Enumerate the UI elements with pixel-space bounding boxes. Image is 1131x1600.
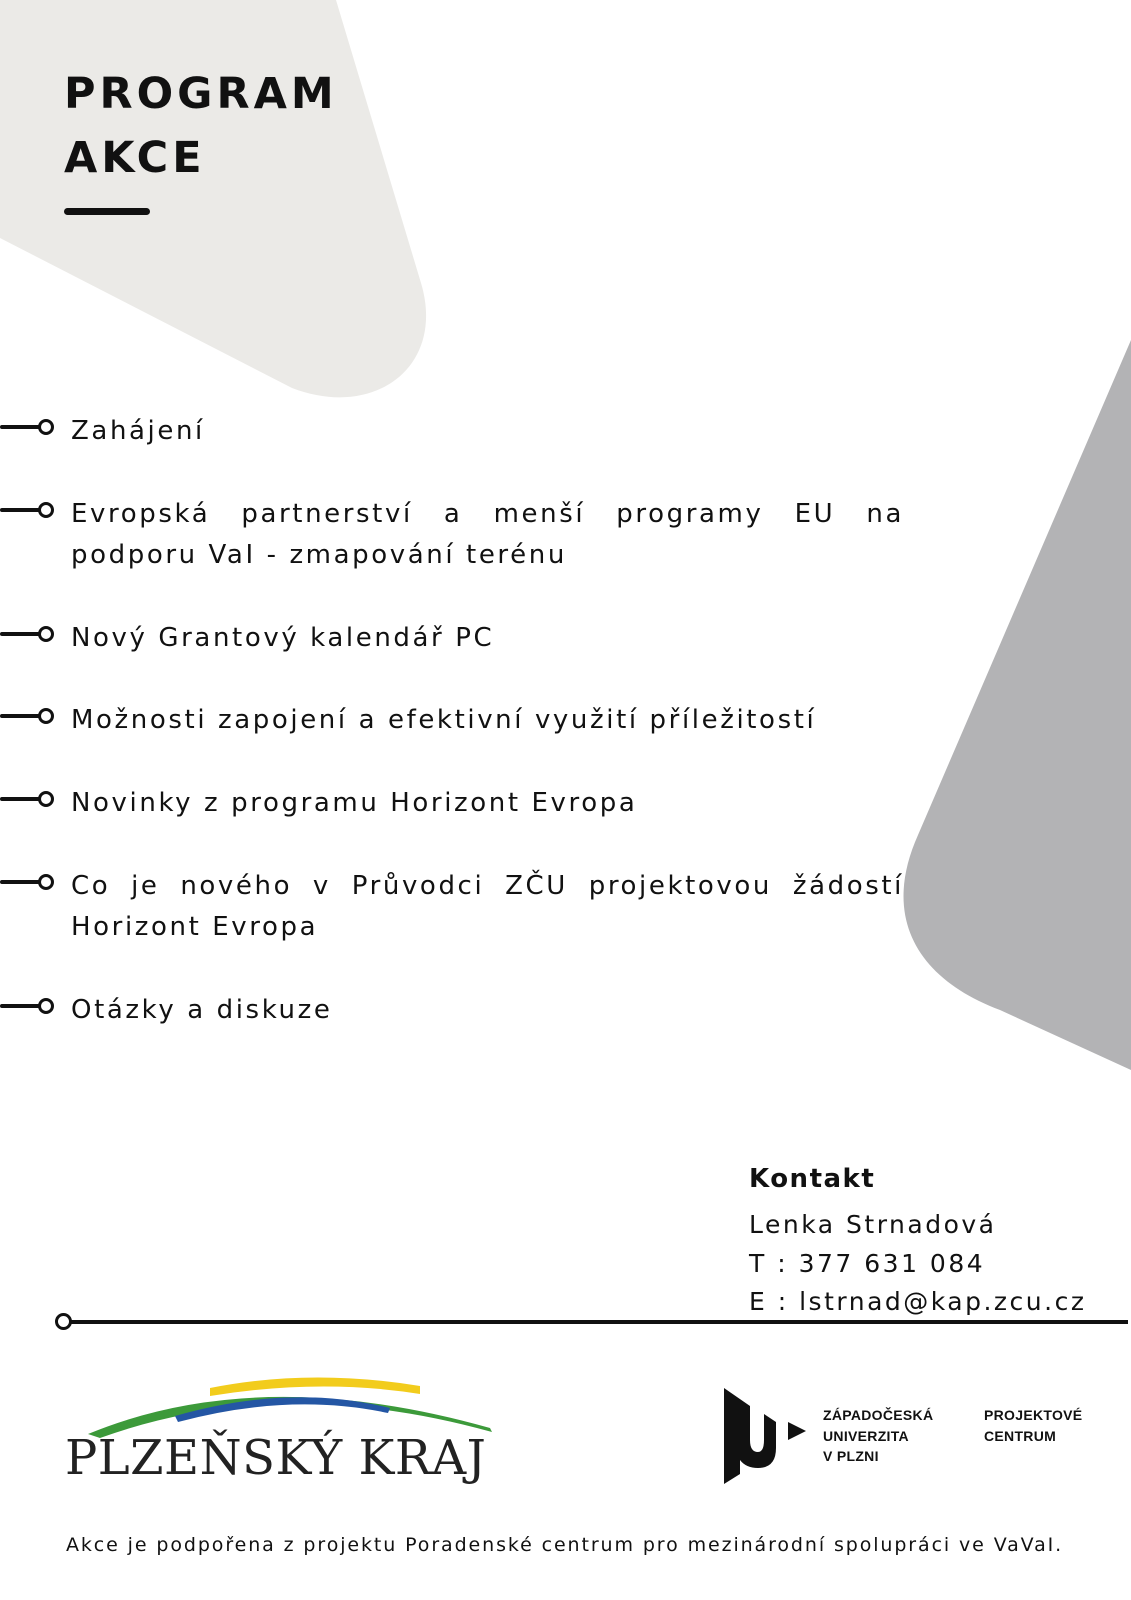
agenda-item-text: Nový Grantový kalendář PC bbox=[71, 623, 495, 653]
agenda-item-text: Zahájení bbox=[71, 416, 205, 446]
bullet-ring-icon bbox=[38, 708, 54, 724]
bullet-ring-icon bbox=[38, 502, 54, 518]
plzensky-kraj-logo-text: PLZEŇSKÝ KRAJ bbox=[65, 1430, 487, 1486]
title-line-1: PROGRAM bbox=[64, 69, 338, 119]
agenda-item-text: Evropská partnerství a menší programy EU na podporu VaI - zmapování terénu bbox=[71, 499, 904, 570]
light-background-shape bbox=[0, 0, 430, 400]
contact-email: E : lstrnad@kap.zcu.cz bbox=[749, 1287, 1087, 1316]
bullet-ring-icon bbox=[38, 874, 54, 890]
contact-heading: Kontakt bbox=[749, 1164, 876, 1194]
bullet-ring-icon bbox=[38, 419, 54, 435]
page-title bbox=[64, 62, 338, 190]
zcu-logo-icon bbox=[724, 1388, 808, 1484]
divider-ring-icon bbox=[55, 1313, 72, 1330]
gray-background-shape bbox=[900, 330, 1131, 1070]
projektove-centrum-logo-text: PROJEKTOVÉ CENTRUM bbox=[984, 1407, 1083, 1444]
title-line-2: AKCE bbox=[64, 133, 206, 183]
contact-phone: T : 377 631 084 bbox=[749, 1248, 986, 1278]
agenda-item-text: Novinky z programu Horizont Evropa bbox=[71, 788, 638, 818]
footer-note: Akce je podpořena z projektu Poradenské centrum pro mezinárodní spolupráci ve VaVaI. bbox=[66, 1534, 1064, 1556]
agenda-item-text: Co je nového v Průvodci ZČU projektovou žádostí Horizont Evropa bbox=[71, 871, 904, 942]
agenda-item-text: Otázky a diskuze bbox=[71, 995, 333, 1025]
bullet-ring-icon bbox=[38, 791, 54, 807]
title-underline bbox=[64, 208, 150, 215]
bullet-ring-icon bbox=[38, 626, 54, 642]
contact-block bbox=[749, 1162, 1086, 1322]
agenda-item-text: Možnosti zapojení a efektivní využití příležitostí bbox=[71, 705, 817, 735]
contact-name: Lenka Strnadová bbox=[749, 1210, 997, 1239]
bullet-ring-icon bbox=[38, 998, 54, 1014]
divider-line bbox=[63, 1320, 1128, 1324]
zcu-logo-text: ZÁPADOČESKÁ UNIVERZITA V PLZNI bbox=[823, 1407, 934, 1464]
